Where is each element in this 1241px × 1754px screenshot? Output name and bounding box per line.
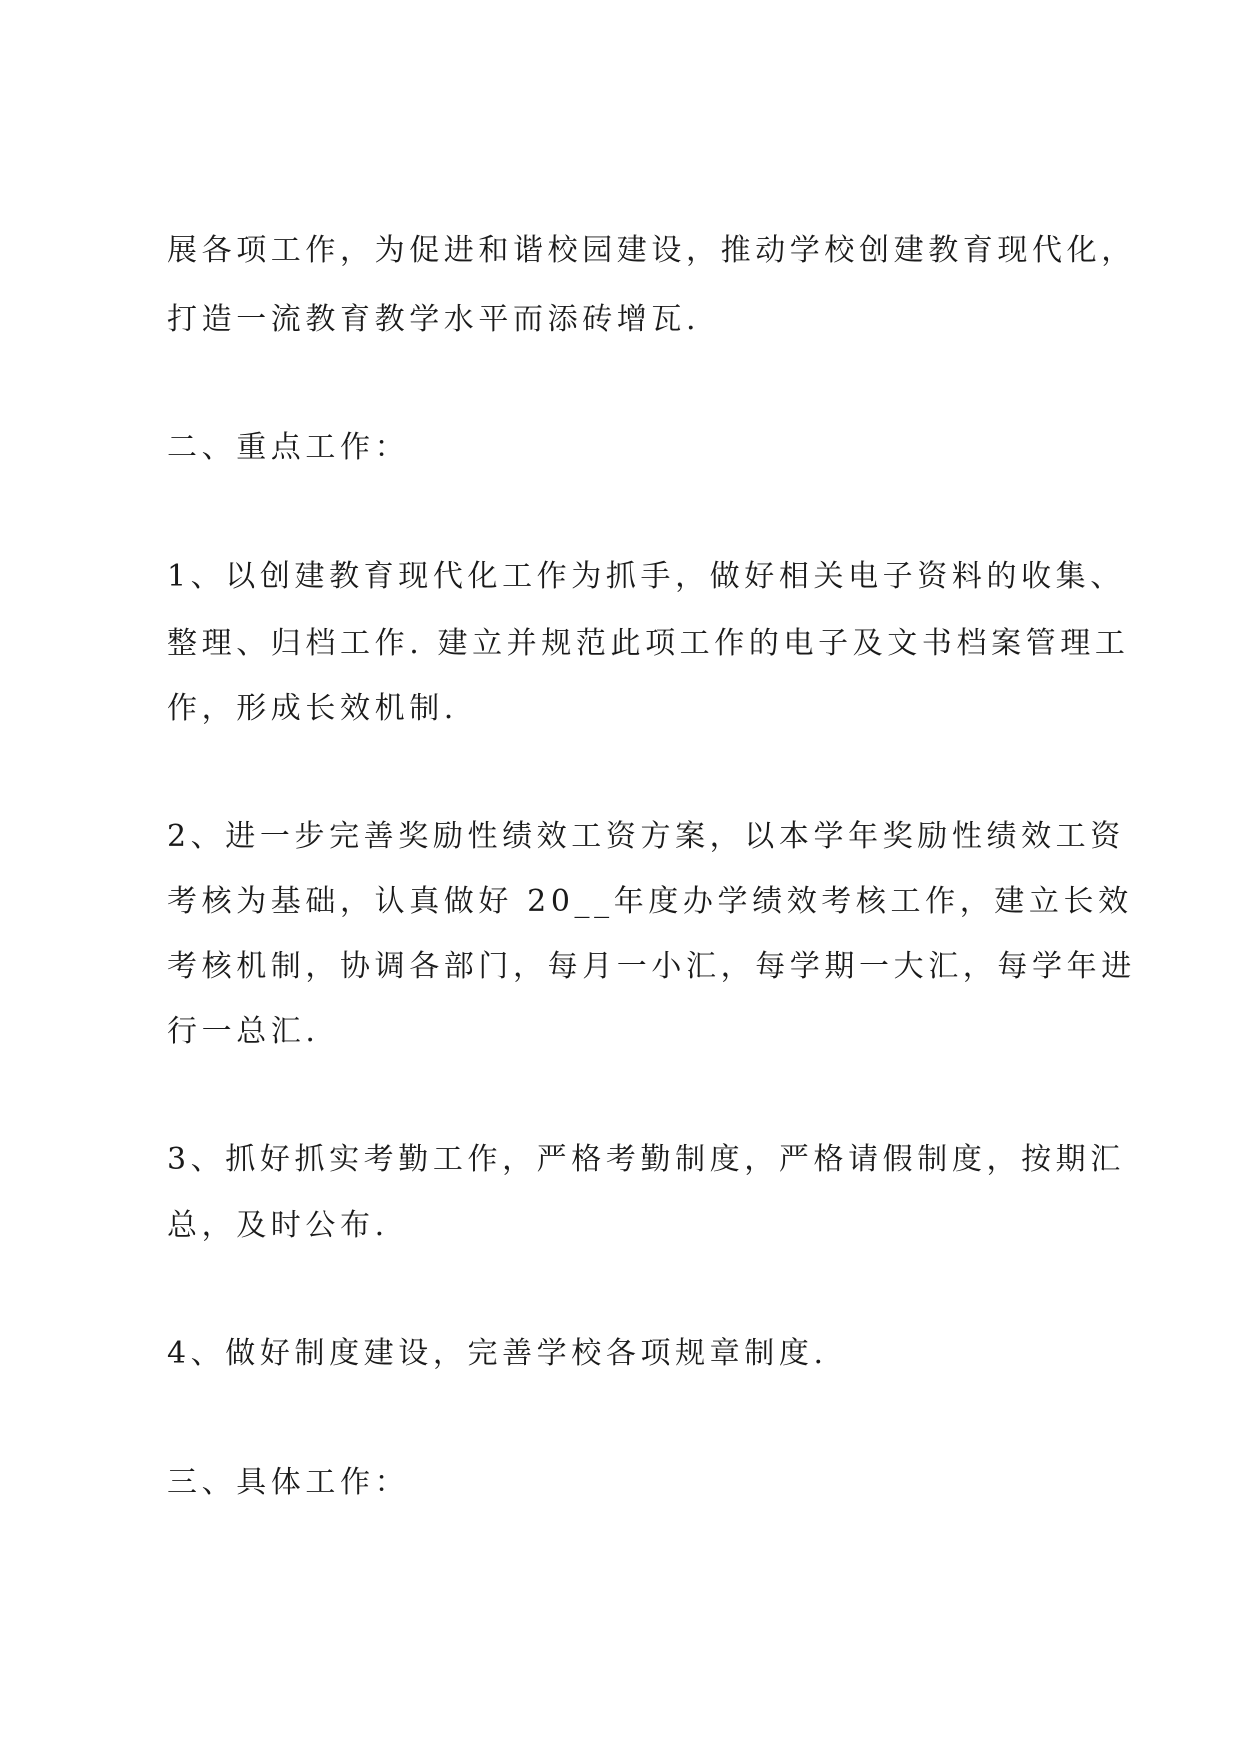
item-1-line-1: 1、以创建教育现代化工作为抓手，做好相关电子资料的收集、 <box>167 559 1125 594</box>
section-heading-specific-work: 三、具体工作： <box>167 1465 410 1500</box>
item-1-line-2: 整理、归档工作. 建立并规范此项工作的电子及文书档案管理工 <box>167 626 1130 661</box>
paragraph-intro-line-1: 展各项工作，为促进和谐校园建设，推动学校创建教育现代化， <box>167 233 1136 268</box>
item-1-line-3: 作，形成长效机制. <box>167 691 458 726</box>
item-2-line-1: 2、进一步完善奖励性绩效工资方案，以本学年奖励性绩效工资 <box>167 819 1125 854</box>
paragraph-intro-line-2: 打造一流教育教学水平而添砖增瓦. <box>167 302 701 337</box>
item-3-line-1: 3、抓好抓实考勤工作，严格考勤制度，严格请假制度，按期汇 <box>167 1142 1125 1177</box>
item-4-line-1: 4、做好制度建设，完善学校各项规章制度. <box>167 1336 828 1371</box>
item-3-line-2: 总，及时公布. <box>167 1208 389 1243</box>
section-heading-key-work: 二、重点工作： <box>167 430 410 465</box>
item-2-line-2: 考核为基础，认真做好 20__年度办学绩效考核工作，建立长效 <box>167 884 1133 919</box>
item-2-line-3: 考核机制，协调各部门，每月一小汇，每学期一大汇，每学年进 <box>167 949 1136 984</box>
item-2-line-4: 行一总汇. <box>167 1014 320 1049</box>
